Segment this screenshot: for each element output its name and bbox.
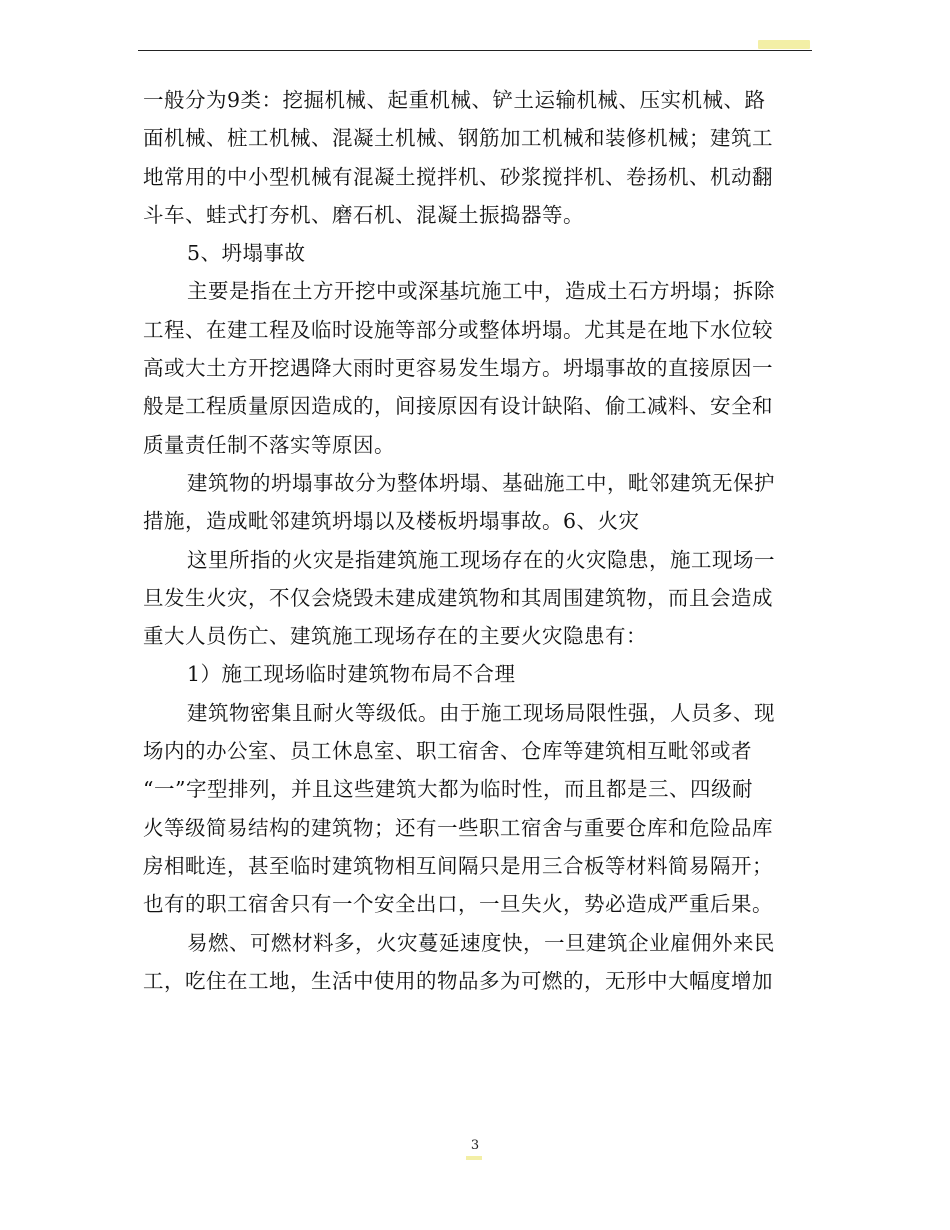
text-line: 高或大土方开挖遇降大雨时更容易发生塌方。坍塌事故的直接原因一: [143, 356, 773, 381]
page-number: 3: [470, 1138, 480, 1153]
footer-watermark-mark: [466, 1156, 482, 1160]
text-line: 这里所指的火灾是指建筑施工现场存在的火灾隐患，施工现场一: [187, 547, 775, 572]
text-line: 房相毗连，甚至临时建筑物相互间隔只是用三合板等材料简易隔开；: [143, 853, 773, 878]
text-line: 斗车、蛙式打夯机、磨石机、混凝土振捣器等。: [143, 202, 584, 227]
text-line: 重大人员伤亡、建筑施工现场存在的主要火灾隐患有：: [143, 624, 647, 649]
text-line: 易燃、可燃材料多，火灾蔓延速度快，一旦建筑企业雇佣外来民: [187, 930, 775, 955]
header-rule: [138, 50, 812, 51]
text-line: 一般分为9类：挖掘机械、起重机械、铲土运输机械、压实机械、路: [143, 88, 766, 112]
text-line: “一”字型排列，并且这些建筑大都为临时性，而且都是三、四级耐: [143, 777, 753, 802]
text-line: 场内的办公室、员工休息室、职工宿舍、仓库等建筑相互毗邻或者: [143, 739, 752, 764]
text-line: 建筑物密集且耐火等级低。由于施工现场局限性强，人员多、现: [187, 700, 775, 725]
text-line: 工，吃住在工地，生活中使用的物品多为可燃的，无形中大幅度增加: [143, 968, 773, 993]
text-line: 也有的职工宿舍只有一个安全出口，一旦失火，势必造成严重后果。: [143, 892, 773, 917]
header-watermark-mark: [758, 40, 810, 49]
text-line: 旦发生火灾，不仅会烧毁未建成建筑物和其周围建筑物，而且会造成: [143, 585, 773, 610]
text-line: 般是工程质量原因造成的，间接原因有设计缺陷、偷工减料、安全和: [143, 394, 773, 419]
text-line: 主要是指在土方开挖中或深基坑施工中，造成土石方坍塌；拆除: [187, 279, 775, 304]
text-line: 面机械、桩工机械、混凝土机械、钢筋加工机械和装修机械；建筑工: [143, 126, 773, 151]
body-text: [143, 81, 803, 1000]
text-line: 火等级简易结构的建筑物；还有一些职工宿舍与重要仓库和危险品库: [143, 815, 773, 840]
text-line: 质量责任制不落实等原因。: [143, 432, 395, 457]
text-line: 工程、在建工程及临时设施等部分或整体坍塌。尤其是在地下水位较: [143, 317, 773, 342]
text-line: 措施，造成毗邻建筑坍塌以及楼板坍塌事故。6、火灾: [143, 509, 640, 534]
text-line: 建筑物的坍塌事故分为整体坍塌、基础施工中，毗邻建筑无保护: [187, 470, 775, 495]
text-line: 地常用的中小型机械有混凝土搅拌机、砂浆搅拌机、卷扬机、机动翻: [143, 164, 773, 189]
section-heading: 5、坍塌事故: [187, 241, 306, 266]
subsection-heading: 1）施工现场临时建筑物布局不合理: [187, 662, 516, 687]
